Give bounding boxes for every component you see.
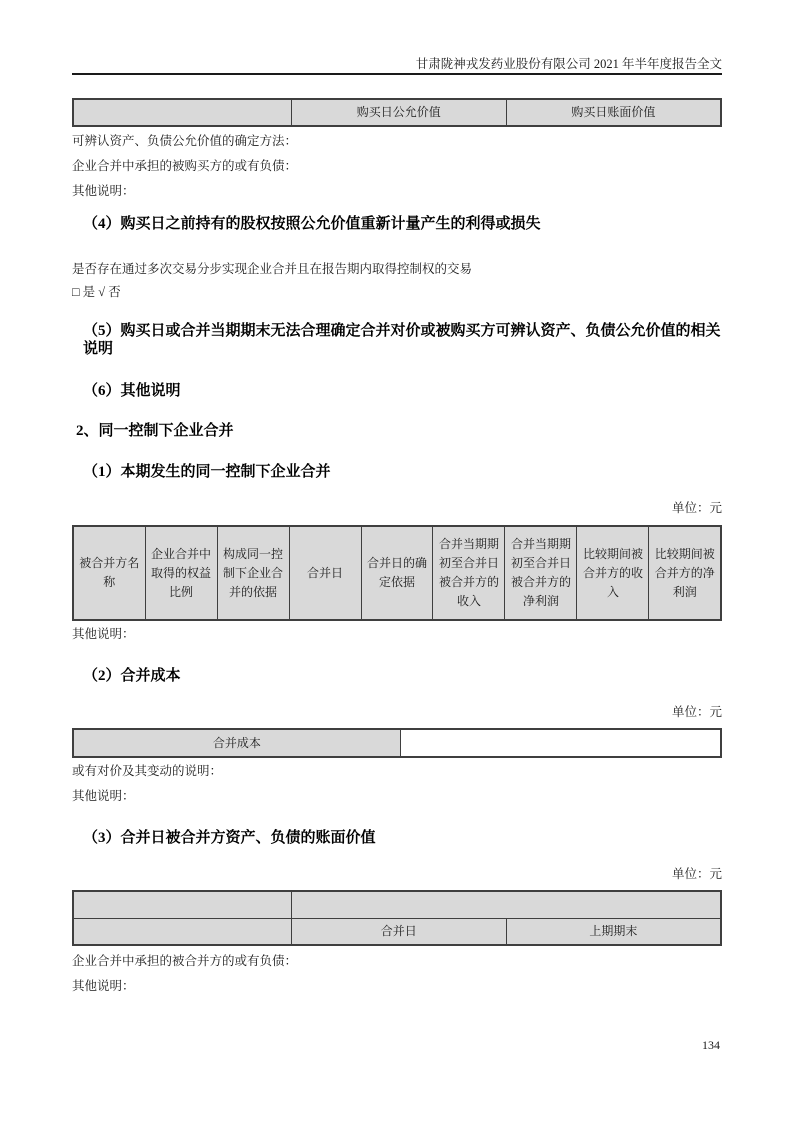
empty-cell — [73, 891, 291, 918]
text-other-note-2: 其他说明： — [72, 627, 135, 641]
purchase-fair-value-table — [72, 98, 722, 127]
merger-cost-label-cell: 合并成本 — [73, 729, 400, 757]
text-other-note-3: 其他说明： — [72, 789, 135, 803]
text-yes-no-answer: □ 是 √ 否 — [72, 285, 121, 299]
text-other-note-1: 其他说明： — [72, 184, 135, 198]
empty-header-cell — [73, 99, 291, 126]
table-row — [73, 99, 721, 126]
header-equity-ratio-obtained: 企业合并中取得的权益比例 — [145, 526, 217, 620]
text-merged-party-contingent-liability: 企业合并中承担的被合并方的或有负债： — [72, 954, 298, 968]
header-net-profit-to-merger-date: 合并当期期初至合并日被合并方的净利润 — [505, 526, 577, 620]
header-prior-period-end-col: 上期期末 — [506, 918, 721, 945]
header-same-control-basis: 构成同一控制下企业合并的依据 — [217, 526, 289, 620]
book-value-table — [72, 890, 722, 946]
report-title: 甘肃陇神戎发药业股份有限公司 2021 年半年度报告全文 — [415, 57, 722, 71]
empty-merged-cell — [291, 891, 721, 918]
header-fair-value-at-purchase-date: 购买日公允价值 — [291, 99, 506, 126]
merger-cost-value-cell — [400, 729, 721, 757]
unit-label-1: 单位：元 — [671, 501, 722, 515]
text-acquiree-contingent-liability: 企业合并中承担的被购买方的或有负债： — [72, 159, 298, 173]
text-contingent-consideration: 或有对价及其变动的说明： — [72, 764, 223, 778]
header-merger-date: 合并日 — [289, 526, 361, 620]
page-number: 134 — [702, 1038, 720, 1052]
table-row — [73, 729, 721, 757]
merger-cost-table — [72, 728, 722, 758]
unit-label-3: 单位：元 — [671, 867, 722, 881]
header-merged-party-name: 被合并方名称 — [73, 526, 145, 620]
text-other-note-4: 其他说明： — [72, 979, 135, 993]
section-heading-sc3: （3）合并日被合并方资产、负债的账面价值 — [83, 830, 376, 846]
table-row — [73, 918, 721, 945]
same-control-merger-table — [72, 525, 722, 621]
table-header-row — [73, 526, 721, 620]
header-comparative-net-profit: 比较期间被合并方的净利润 — [649, 526, 721, 620]
section-heading-4: （4）购买日之前持有的股权按照公允价值重新计量产生的利得或损失 — [83, 216, 541, 232]
section-heading-sc2: （2）合并成本 — [83, 668, 181, 684]
section-heading-sc1: （1）本期发生的同一控制下企业合并 — [83, 464, 331, 480]
section-heading-6: （6）其他说明 — [83, 383, 181, 399]
section-heading-same-control: 2、同一控制下企业合并 — [76, 423, 234, 439]
unit-label-2: 单位：元 — [671, 705, 722, 719]
header-comparative-revenue: 比较期间被合并方的收入 — [577, 526, 649, 620]
text-multi-transaction-question: 是否存在通过多次交易分步实现企业合并且在报告期内取得控制权的交易 — [72, 262, 473, 276]
header-book-value-at-purchase-date: 购买日账面价值 — [506, 99, 721, 126]
section-heading-5: （5）购买日或合并当期期末无法合理确定合并对价或被购买方可辨认资产、负债公允价值的相关说明 — [83, 323, 721, 357]
empty-cell — [73, 918, 291, 945]
header-merger-date-basis: 合并日的确定依据 — [361, 526, 433, 620]
page-header — [72, 0, 722, 75]
header-merger-date-col: 合并日 — [291, 918, 506, 945]
table-row — [73, 891, 721, 918]
text-fair-value-method: 可辨认资产、负债公允价值的确定方法： — [72, 134, 298, 148]
header-revenue-to-merger-date: 合并当期期初至合并日被合并方的收入 — [433, 526, 505, 620]
